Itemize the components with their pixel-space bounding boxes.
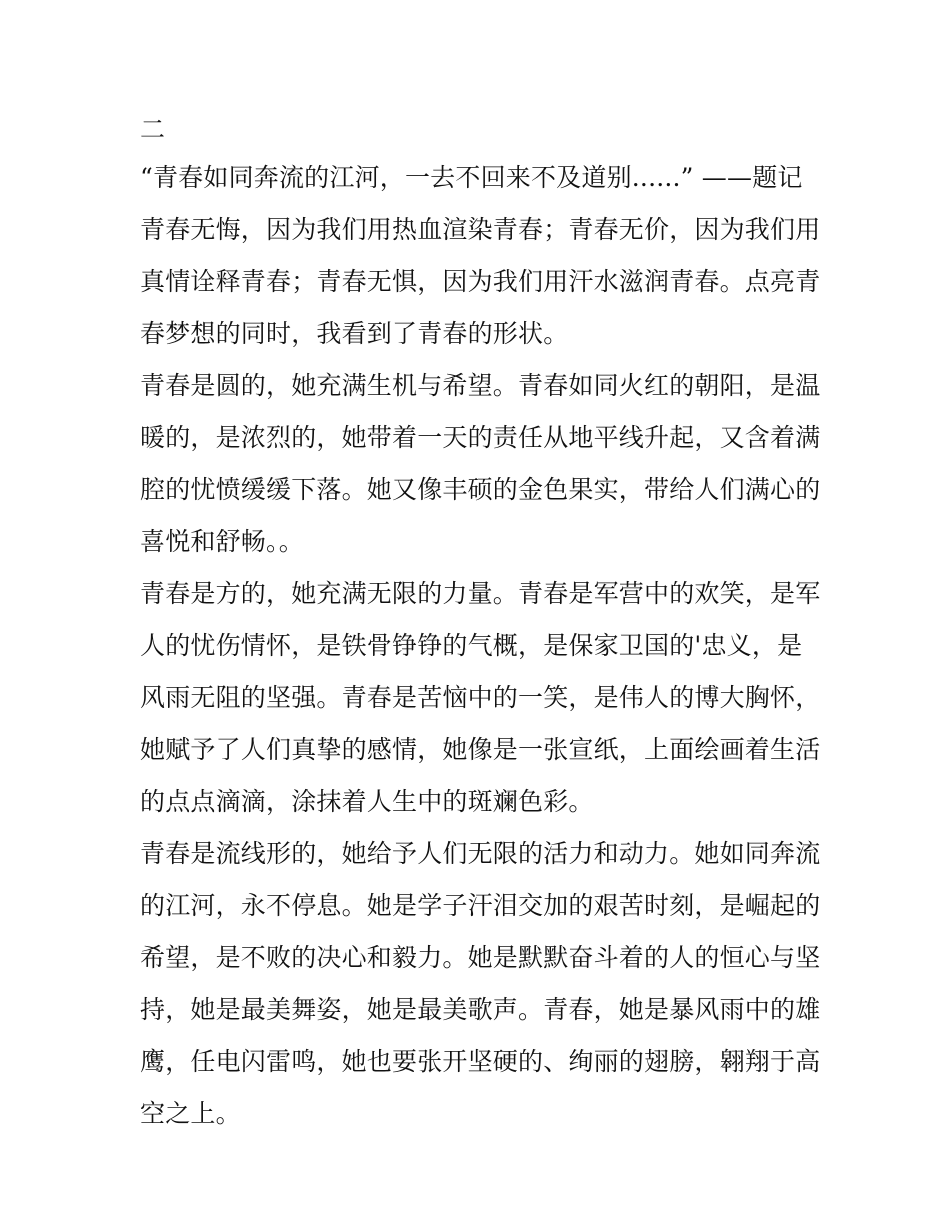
paragraph-line: 春梦想的同时，我看到了青春的形状。 — [140, 319, 569, 348]
epigraph-line: “青春如同奔流的江河，一去不回来不及道别......” ——题记 — [140, 163, 803, 192]
paragraph-line: 腔的忧愤缓缓下落。她又像丰硕的金色果实，带给人们满心的 — [140, 475, 821, 504]
paragraph-2 — [140, 360, 820, 568]
document-content — [140, 108, 820, 1140]
paragraph-line: 空之上。 — [140, 1099, 241, 1128]
paragraph-line: 她赋予了人们真挚的感情，她像是一张宣纸，上面绘画着生活 — [140, 735, 821, 764]
paragraph-line: 暖的，是浓烈的，她带着一天的责任从地平线升起，又含着满 — [140, 423, 821, 452]
paragraph-line: 青春是流线形的，她给予人们无限的活力和动力。她如同奔流 — [140, 839, 821, 868]
paragraph-line: 青春是圆的，她充满生机与希望。青春如同火红的朝阳，是温 — [140, 371, 821, 400]
paragraph-line: 风雨无阻的坚强。青春是苦恼中的一笑，是伟人的博大胸怀， — [140, 683, 821, 712]
paragraph-line: 真情诠释青春；青春无惧，因为我们用汗水滋润青春。点亮青 — [140, 267, 821, 296]
paragraph-line: 青春是方的，她充满无限的力量。青春是军营中的欢笑，是军 — [140, 579, 821, 608]
paragraph-line: 的江河，永不停息。她是学子汗泪交加的艰苦时刻，是崛起的 — [140, 891, 821, 920]
paragraph-line: 青春无悔，因为我们用热血渲染青春；青春无价，因为我们用 — [140, 215, 821, 244]
epigraph — [140, 152, 820, 204]
paragraph-3 — [140, 568, 820, 828]
paragraph-line: 人的忧伤情怀，是铁骨铮铮的气概，是保家卫国的'忠义，是 — [140, 631, 803, 660]
paragraph-line: 喜悦和舒畅。。 — [140, 527, 304, 556]
paragraph-4 — [140, 828, 820, 1140]
paragraph-line: 的点点滴滴，涂抹着人生中的斑斓色彩。 — [140, 787, 594, 816]
paragraph-1 — [140, 204, 820, 360]
paragraph-line: 希望，是不败的决心和毅力。她是默默奋斗着的人的恒心与坚 — [140, 943, 821, 972]
paragraph-line: 鹰，任电闪雷鸣，她也要张开坚硬的、绚丽的翅膀，翱翔于高 — [140, 1047, 821, 1076]
paragraph-line: 持，她是最美舞姿，她是最美歌声。青春，她是暴风雨中的雄 — [140, 995, 821, 1024]
section-number: 二 — [140, 115, 166, 144]
